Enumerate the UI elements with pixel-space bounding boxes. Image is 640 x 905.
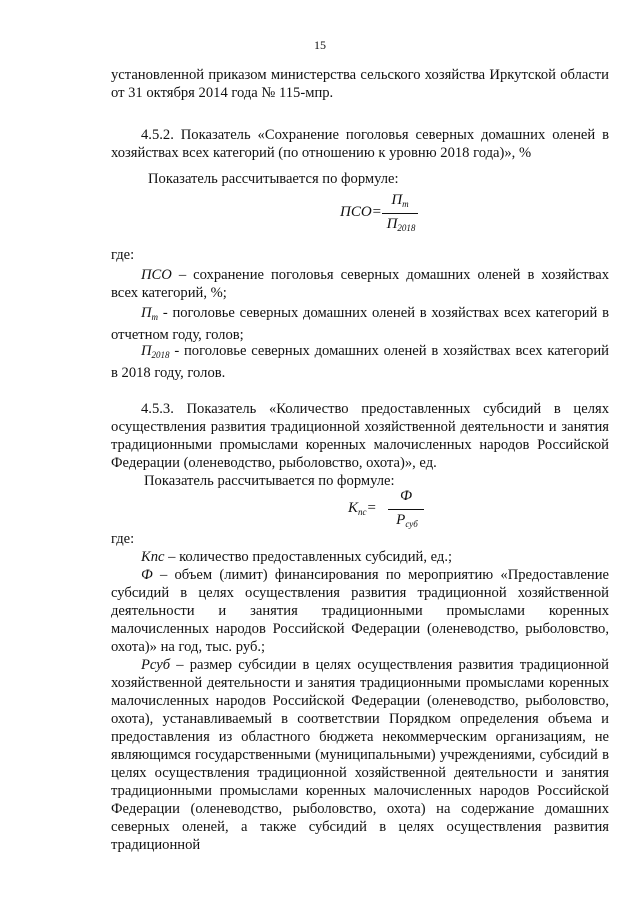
formula-kps-fraction-bar — [388, 509, 424, 510]
formula-pso-fraction-bar — [382, 213, 418, 214]
formula-kps-denominator: $Р_{суб}$ — [396, 512, 418, 529]
section-452-where: где: — [111, 247, 135, 263]
page-number: 15 — [314, 38, 326, 52]
section-453-formula-intro: Показатель рассчитывается по формуле: — [144, 473, 395, 489]
intro-continuation: установленной приказом министерства сельского хозяйства Иркутской области от 31 октября 2014 года № 115-мпр. — [111, 67, 609, 101]
section-452-formula-intro: Показатель рассчитывается по формуле: — [148, 171, 399, 187]
formula-pso-denominator: $П_{2018}$ — [386, 216, 416, 233]
formula-pso-lhs: ПСО= — [340, 204, 382, 220]
formula-pso — [340, 192, 460, 238]
def-p2018: $П_{2018}$ - поголовье северных домашних оленей в хозяйствах всех категорий в 2018 году, голов. — [111, 343, 609, 381]
section-453-heading: 4.5.3. Показатель «Количество предоставленных субсидий в целях осуществления развития традиционной хозяйственной деятельности и занятия традиционными промыслами коренных малочисленных народов Российской Федерации (оленеводство, рыболовство, охота)», ед. — [111, 401, 609, 471]
def-rsub: Рсуб – размер субсидии в целях осуществления развития традиционной хозяйственной деятельности и занятия традиционными промыслами коренных малочисленных народов Российской Федерации (оленеводство, рыболовство, охота), устанавливаемый в соответствии Порядком определения объема и предоставления из областного бюджета некоммерческим организациям, не являющимся государственными (муниципальными) учреждениями, субсидий в целях осуществления традиционной хозяйственной деятельности и занятия традиционными промыслами коренных малочисленных народов Российской Федерации (оленеводство, рыболовство, охота) на содержание домашних северных оленей, а также субсидий в целях осуществления развития традиционной — [111, 657, 609, 853]
def-kps: Кпс – количество предоставленных субсидий, ед.; — [141, 549, 453, 565]
formula-kps — [348, 488, 438, 534]
section-452-heading: 4.5.2. Показатель «Сохранение поголовья северных домашних оленей в хозяйствах всех категорий (по отношению к уровню 2018 года)», % — [111, 127, 609, 161]
section-453-where: где: — [111, 531, 135, 547]
formula-kps-lhs: $К_{пс}=$ — [348, 500, 377, 517]
formula-kps-numerator: Ф — [399, 488, 413, 504]
def-f: Ф – объем (лимит) финансирования по мероприятию «Предоставление субсидий в целях осуществления развития традиционной хозяйственной деятельности и занятия традиционными промыслами коренных малочисленных народов Российской Федерации (оленеводство, рыболовство, охота)» на год, тыс. руб.; — [111, 567, 609, 655]
formula-pso-numerator: $П_т$ — [391, 192, 409, 209]
def-pt: $П_т$ - поголовье северных домашних оленей в хозяйствах всех категорий в отчетном году, голов; — [111, 305, 609, 343]
def-pso: ПСО – сохранение поголовья северных домашних оленей в хозяйствах всех категорий, %; — [111, 267, 609, 301]
